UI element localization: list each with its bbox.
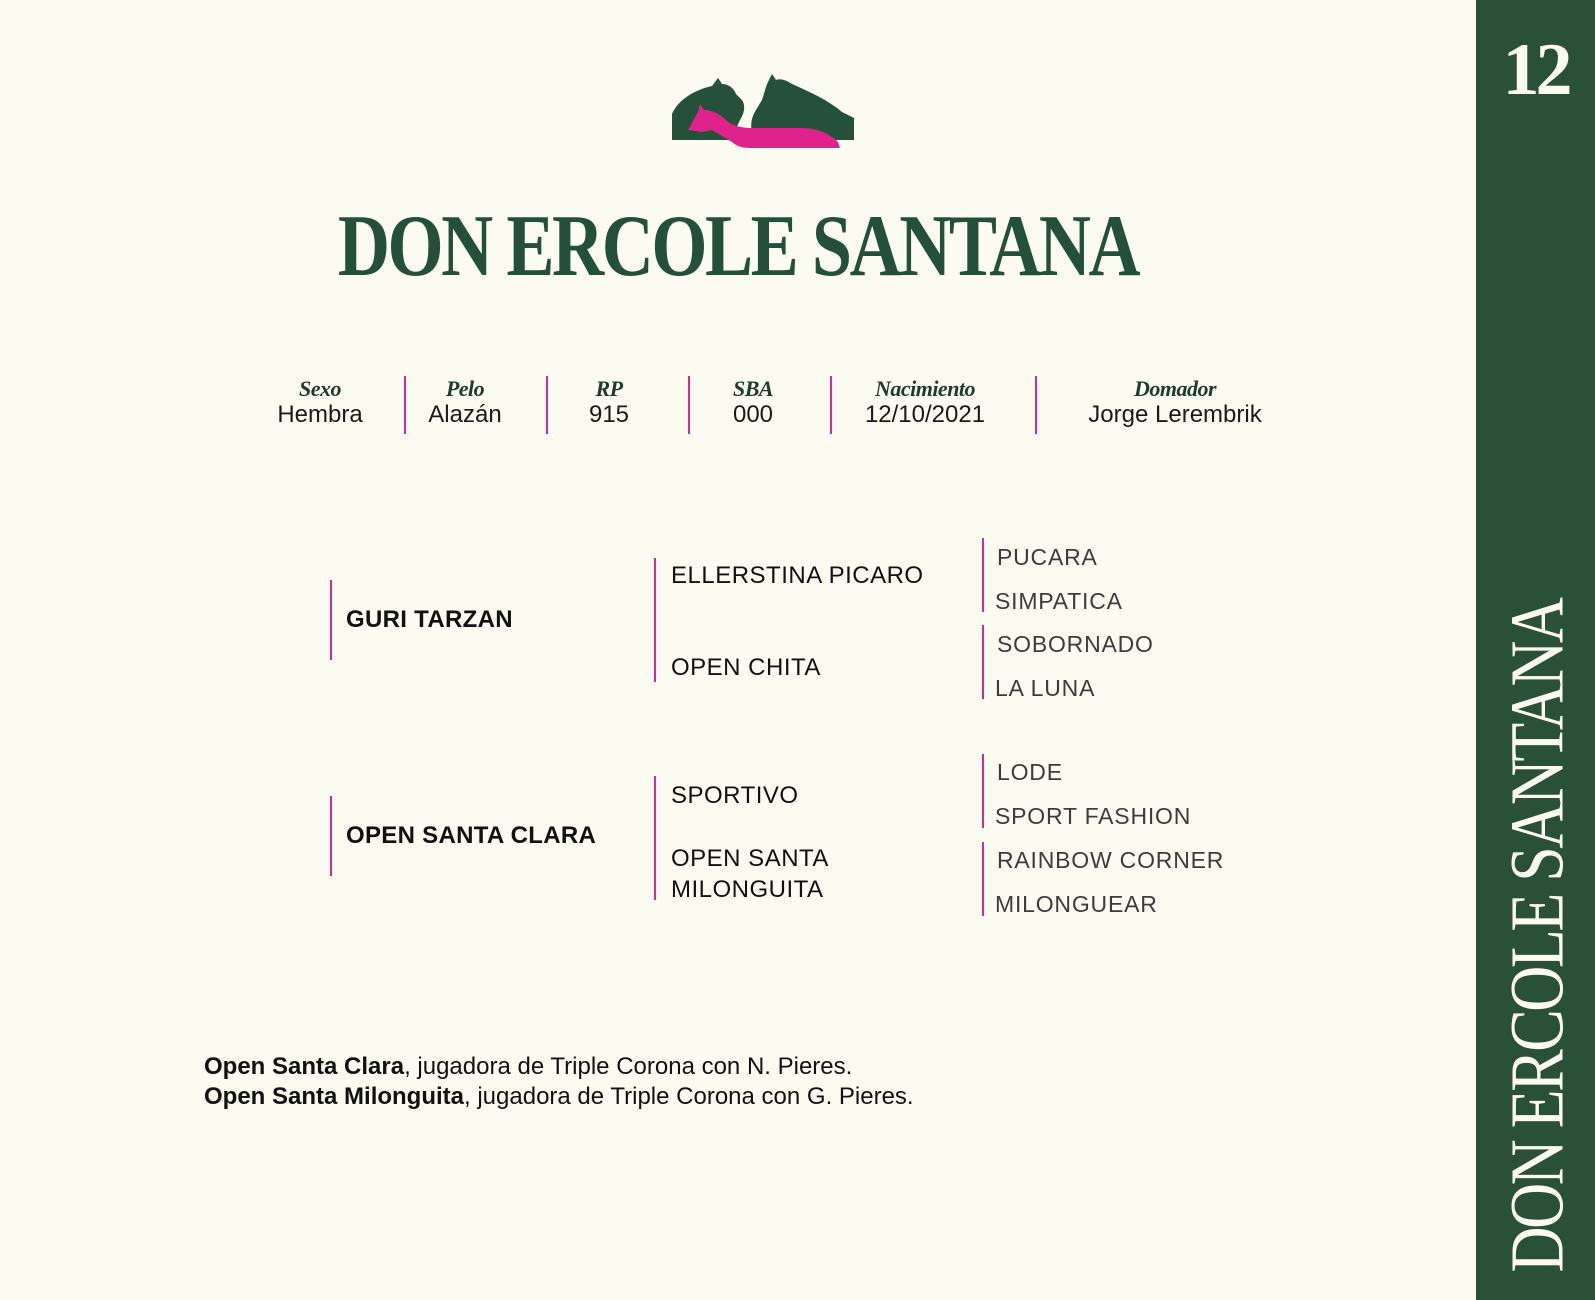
horses-logo-icon — [672, 70, 858, 150]
info-sexo — [240, 376, 400, 428]
page-number: 12 — [1502, 29, 1569, 111]
info-label: Pelo — [445, 376, 485, 401]
pedigree-bar — [330, 796, 332, 876]
info-value: Hembra — [277, 401, 363, 428]
note-bold: Open Santa Clara — [204, 1053, 405, 1080]
sire-name: GURI TARZAN — [346, 606, 513, 633]
pedigree-bar — [654, 558, 656, 682]
info-nacimiento — [845, 376, 1005, 428]
info-value: Jorge Lerembrik — [1088, 401, 1262, 428]
great-grandparent: LA LUNA — [995, 675, 1096, 701]
info-label: RP — [595, 376, 623, 401]
pedigree-bar — [330, 580, 332, 660]
info-sba — [673, 376, 833, 428]
info-label: Nacimiento — [874, 376, 976, 401]
info-pelo — [385, 376, 545, 428]
great-grandparent: RAINBOW CORNER — [997, 847, 1225, 873]
pedigree-bar — [982, 538, 984, 612]
dam-dam-name-line2: MILONGUITA — [671, 876, 824, 903]
dam-dam-name — [671, 843, 829, 905]
info-value: 12/10/2021 — [864, 401, 986, 428]
dam-dam-name-line1: OPEN SANTA — [671, 845, 829, 872]
info-value: 000 — [732, 401, 774, 428]
sidebar-title: DON ERCOLE SANTANA — [1495, 599, 1580, 1273]
info-divider — [830, 376, 832, 434]
note-bold: Open Santa Milonguita — [204, 1083, 465, 1110]
note-text: , jugadora de Triple Corona con N. Pieres. — [404, 1053, 853, 1080]
pedigree-bar — [654, 776, 656, 900]
sidebar — [1476, 0, 1595, 1300]
great-grandparent: PUCARA — [997, 544, 1098, 570]
info-label: SBA — [732, 376, 774, 401]
sire-dam-name: OPEN CHITA — [671, 654, 821, 681]
info-label: Sexo — [299, 376, 341, 401]
pedigree-bar — [982, 842, 984, 916]
info-label: Domador — [1133, 376, 1217, 401]
pedigree-bar — [982, 754, 984, 828]
great-grandparent: LODE — [997, 759, 1063, 785]
info-divider — [1035, 376, 1037, 434]
note-line — [204, 1082, 914, 1112]
note-line — [204, 1052, 914, 1082]
dam-sire-name: SPORTIVO — [671, 782, 799, 809]
pedigree-bar — [982, 625, 984, 699]
great-grandparent: SPORT FASHION — [995, 803, 1192, 829]
sire-sire-name: ELLERSTINA PICARO — [671, 562, 924, 589]
info-domador — [1065, 376, 1285, 428]
info-rp — [529, 376, 689, 428]
great-grandparent: SIMPATICA — [995, 588, 1123, 614]
dam-name: OPEN SANTA CLARA — [346, 822, 597, 849]
great-grandparent: MILONGUEAR — [995, 891, 1158, 917]
great-grandparent: SOBORNADO — [997, 631, 1154, 657]
notes — [204, 1052, 914, 1112]
info-value: 915 — [588, 401, 630, 428]
note-text: , jugadora de Triple Corona con G. Pieres. — [464, 1083, 914, 1110]
info-value: Alazán — [428, 401, 502, 428]
page-title: DON ERCOLE SANTANA — [337, 198, 1139, 295]
